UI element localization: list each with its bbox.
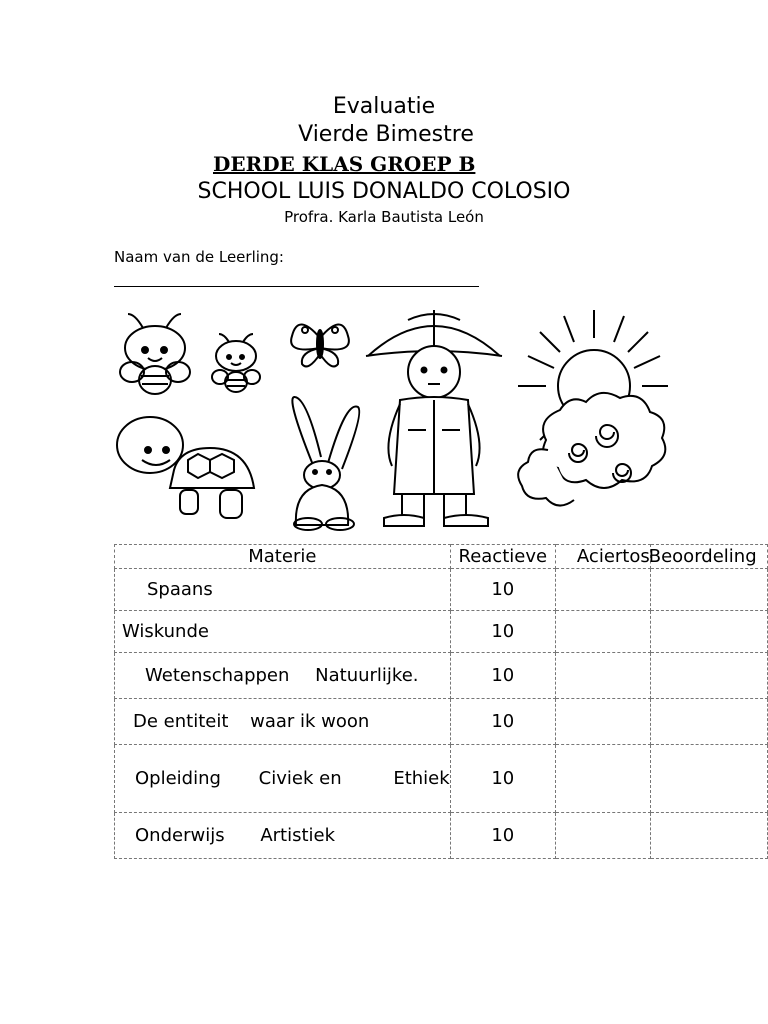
grade-cell[interactable] xyxy=(650,699,767,745)
child-icon xyxy=(366,310,502,526)
rabbit-icon xyxy=(292,397,359,530)
cloud-icon xyxy=(518,393,665,506)
items-cell: 10 xyxy=(450,653,555,699)
subject-cell: Spaans xyxy=(115,569,451,611)
items-cell: 10 xyxy=(450,699,555,745)
page-title: Evaluatie xyxy=(332,94,436,119)
student-name-label: Naam van de Leerling: xyxy=(114,248,284,266)
header-subject: Materie xyxy=(115,545,451,569)
header-grade: Beoordeling xyxy=(650,545,767,569)
items-cell: 10 xyxy=(450,745,555,813)
decorative-illustration xyxy=(108,300,668,535)
bee-icon xyxy=(212,334,260,392)
butterfly-icon xyxy=(291,324,349,366)
correct-cell[interactable] xyxy=(555,611,650,653)
header-correct: Aciertos xyxy=(555,545,650,569)
table-row xyxy=(115,745,768,813)
class-heading: DERDE KLAS GROEP B xyxy=(213,152,476,176)
items-cell: 10 xyxy=(450,813,555,859)
period-subtitle: Vierde Bimestre xyxy=(298,122,474,147)
table-row xyxy=(115,813,768,859)
correct-cell[interactable] xyxy=(555,745,650,813)
items-cell: 10 xyxy=(450,569,555,611)
teacher-name: Profra. Karla Bautista León xyxy=(284,208,484,226)
grade-cell[interactable] xyxy=(650,653,767,699)
turtle-icon xyxy=(117,417,254,518)
correct-cell[interactable] xyxy=(555,653,650,699)
table-row xyxy=(115,569,768,611)
grade-cell[interactable] xyxy=(650,813,767,859)
subject-cell: Wetenschappen Natuurlijke. xyxy=(115,653,451,699)
table-row xyxy=(115,611,768,653)
items-cell: 10 xyxy=(450,611,555,653)
student-name-line[interactable] xyxy=(114,286,479,287)
correct-cell[interactable] xyxy=(555,813,650,859)
subject-cell: Wiskunde xyxy=(115,611,451,653)
correct-cell[interactable] xyxy=(555,699,650,745)
table-row xyxy=(115,699,768,745)
subject-cell: Onderwijs Artistiek xyxy=(115,813,451,859)
table-row xyxy=(115,653,768,699)
grade-cell[interactable] xyxy=(650,745,767,813)
school-name: SCHOOL LUIS DONALDO COLOSIO xyxy=(197,179,571,204)
subject-cell: De entiteit waar ik woon xyxy=(115,699,451,745)
bee-icon xyxy=(120,314,190,394)
header-items: Reactieve xyxy=(450,545,555,569)
subject-cell: Opleiding Civiek en Ethiek xyxy=(115,745,451,813)
evaluation-table xyxy=(114,544,768,859)
grade-cell[interactable] xyxy=(650,569,767,611)
correct-cell[interactable] xyxy=(555,569,650,611)
table-header-row xyxy=(115,545,768,569)
grade-cell[interactable] xyxy=(650,611,767,653)
